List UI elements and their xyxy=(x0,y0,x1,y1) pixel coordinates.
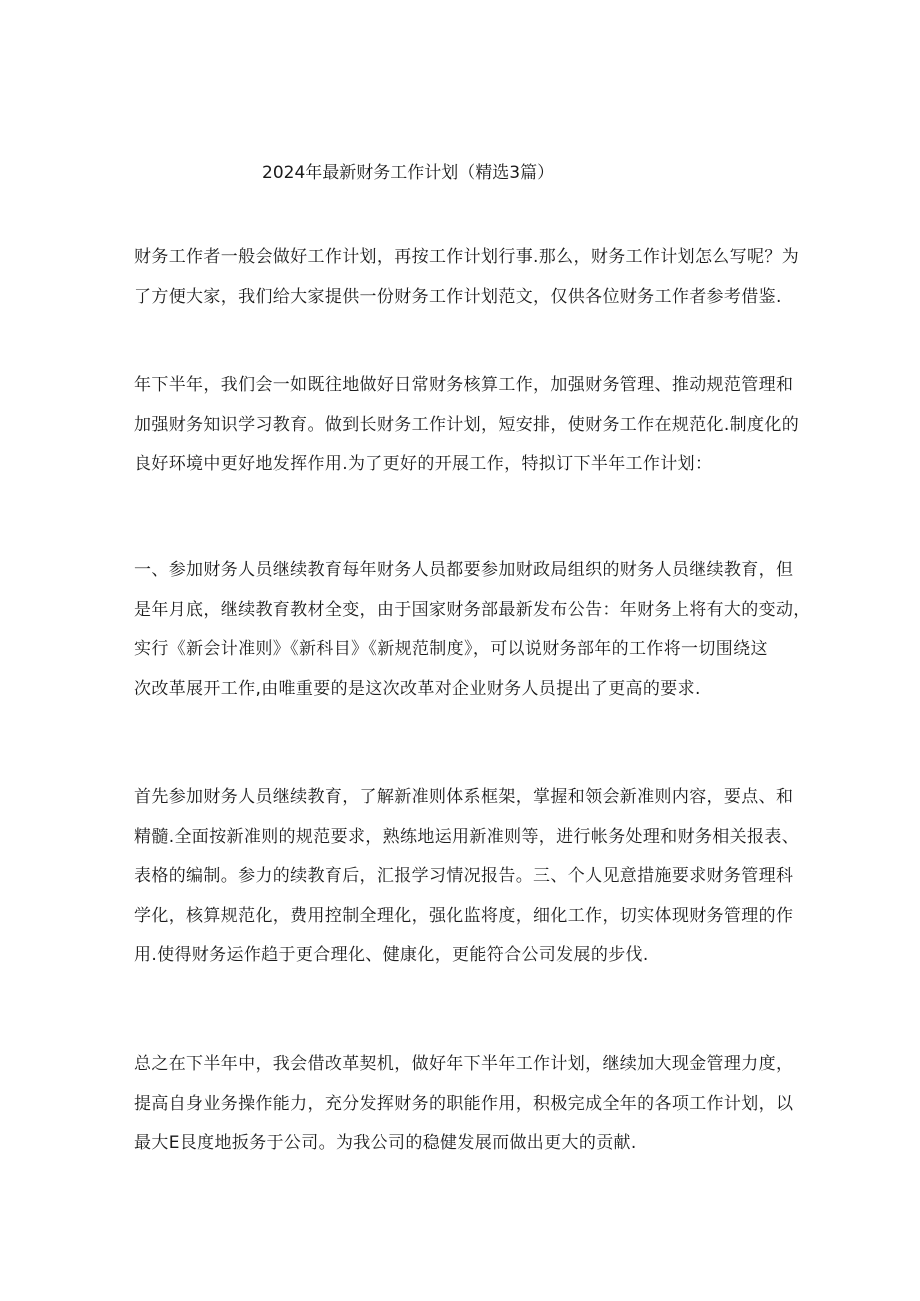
paragraph-conclusion xyxy=(134,1045,794,1164)
paragraph-line: 精髓.全面按新准则的规范要求，熟练地运用新准则等，进行帐务处理和财务相关报表、 xyxy=(134,826,800,847)
paragraph-line: 最大E艮度地扳务于公司。为我公司的稳健发展而做出更大的贡献. xyxy=(134,1133,637,1153)
paragraph-line: 表格的编制。参力的续教育后，汇报学习情况报告。三、个人见意措施要求财务管理科 xyxy=(134,866,794,886)
paragraph-line: 总之在下半年中，我会借改革契机，做好年下半年工作计划，继续加大现金管理力度， xyxy=(134,1054,794,1074)
paragraph-section-one xyxy=(134,551,811,709)
paragraph-line: 学化，核算规范化，费用控制全理化，强化监将度，细化工作，切实体现财务管理的作 xyxy=(134,905,794,926)
paragraph-line: 良好环境中更好地发挥作用.为了更好的开展工作，特拟订下半年工作计划： xyxy=(134,454,713,474)
paragraph-line: 是年月底，继续教育教材全变，由于国家财务部最新发布公告：年财务上将有大的变动， xyxy=(134,599,811,620)
paragraph-line: 年下半年，我们会一如既往地做好日常财务核算工作，加强财务管理、推动规范管理和 xyxy=(134,375,794,395)
paragraph-intro xyxy=(134,238,800,317)
paragraph-line: 实行《新会计准则》《新科目》《新规范制度》，可以说财务部年的工作将一切围绕这 xyxy=(134,639,768,659)
paragraph-continuing-education xyxy=(134,778,800,976)
paragraph-line: 一、参加财务人员继续教育每年财务人员都要参加财政局组织的财务人员继续教育，但 xyxy=(134,560,794,580)
paragraph-line: 财务工作者一般会做好工作计划，再按工作计划行事.那么，财务工作计划怎么写呢？为 xyxy=(134,247,800,267)
document-title: 2024年最新财务工作计划（精选3篇） xyxy=(262,163,555,183)
paragraph-line: 加强财务知识学习教育。做到长财务工作计划，短安排，使财务工作在规范化.制度化的 xyxy=(134,414,800,435)
paragraph-half-year xyxy=(134,366,800,485)
paragraph-line: 用.使得财务运作趋于更合理化、健康化，更能符合公司发展的步伐. xyxy=(134,945,649,965)
paragraph-line: 了方便大家，我们给大家提供一份财务工作计划范文，仅供各位财务工作者参考借鉴. xyxy=(134,286,782,307)
paragraph-line: 次改革展开工作,由唯重要的是这次改革对企业财务人员提出了更高的要求. xyxy=(134,678,701,699)
paragraph-line: 提高自身业务操作能力，充分发挥财务的职能作用，积极完成全年的各项工作计划，以 xyxy=(134,1093,794,1114)
paragraph-line: 首先参加财务人员继续教育，了解新准则体系框架，掌握和领会新准则内容，要点、和 xyxy=(134,787,794,807)
